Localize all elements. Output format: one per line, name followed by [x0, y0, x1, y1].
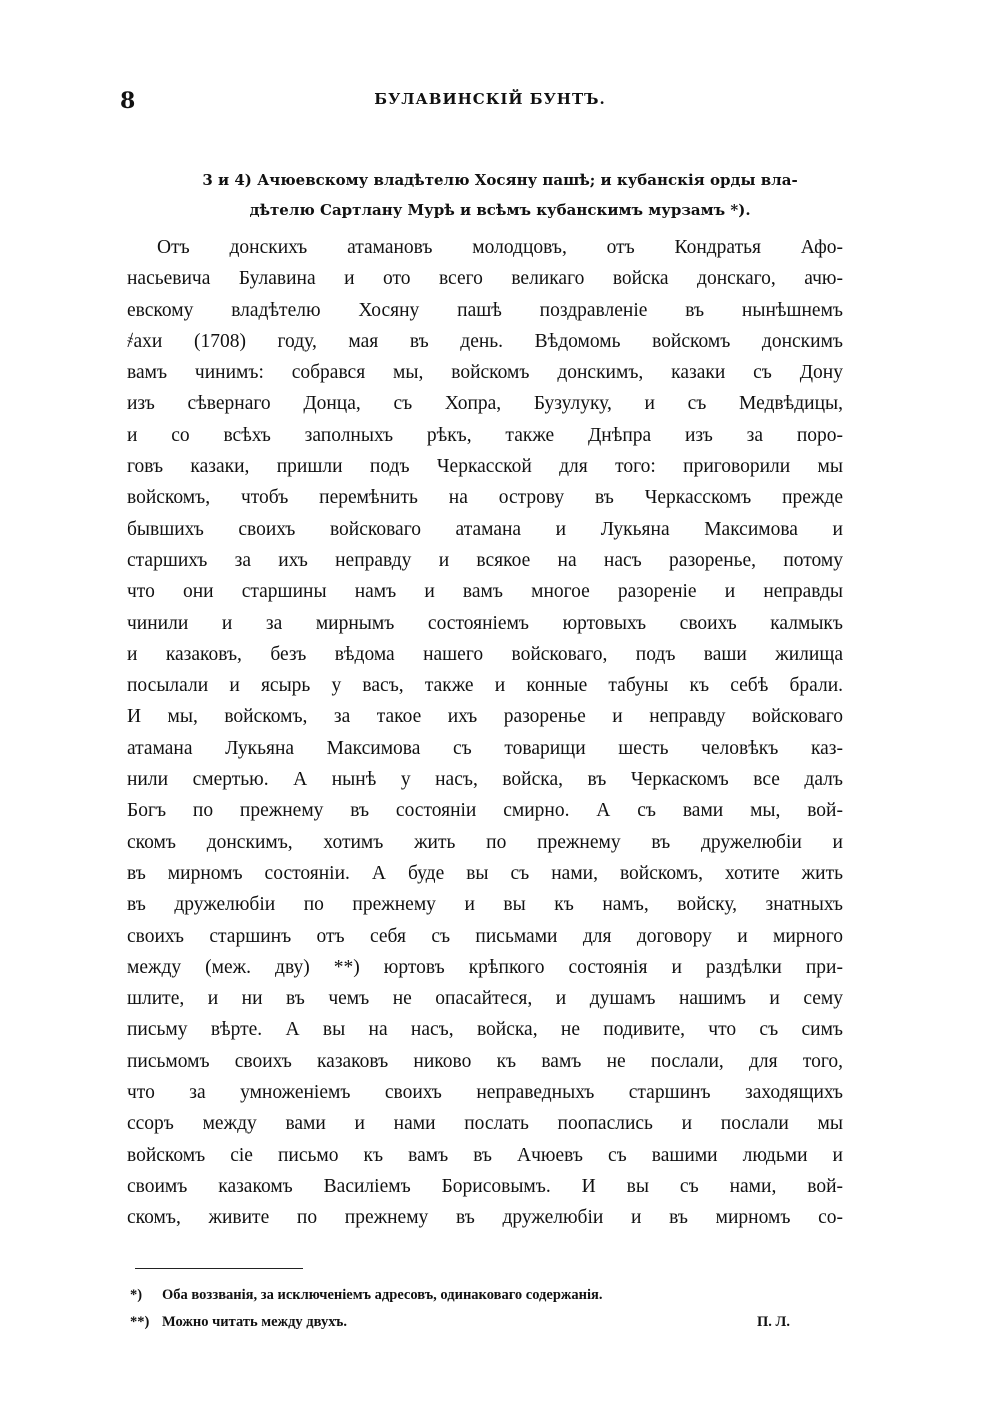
body-line: и казаковъ, безъ вѣдома нашего войсковаго, подъ ваши жилища — [127, 643, 843, 665]
body-line: евскому владѣтелю Хосяну пашѣ поздравленіе въ нынѣшнемъ — [127, 299, 843, 321]
footnote-text: Оба воззванія, за исключеніемъ адресовъ, одинаковаго содержанія. — [162, 1287, 603, 1303]
body-line: нили смертью. А нынѣ у насъ, войска, въ Черкаскомъ все далъ — [127, 769, 843, 791]
body-line: посылали и ясырь у васъ, также и конные табуны къ себѣ брали. — [127, 675, 843, 697]
body-line: и со всѣхъ заполныхъ рѣкъ, также Днѣпра изъ за поро- — [127, 424, 843, 446]
body-line: письмомъ своихъ казаковъ никово къ вамъ не послали, для того, — [127, 1050, 843, 1072]
body-line: И мы, войскомъ, за такое ихъ разоренье и неправду войсковаго — [127, 706, 843, 728]
body-line: вамъ чинимъ: собрався мы, войскомъ донскимъ, казаки съ Дону — [127, 362, 843, 384]
body-line: что за умноженіемъ своихъ неправедныхъ старшинъ заходящихъ — [127, 1082, 843, 1104]
letter-heading — [140, 165, 860, 225]
footnote-mark: *) — [130, 1287, 143, 1303]
footnote-divider — [135, 1268, 303, 1269]
page-header — [120, 88, 860, 116]
body-line: что они старшины намъ и вамъ многое разореніе и неправды — [127, 581, 843, 603]
heading-line: дѣтелю Сартлану Мурѣ и всѣмъ кубанскимъ мурзамъ *). — [249, 201, 751, 219]
body-line: изъ сѣвернаго Донца, съ Хопра, Бузулуку, и съ Медвѣдицы, — [127, 393, 843, 415]
body-line: Богъ по прежнему въ состояніи смирно. А съ вами мы, вой- — [127, 800, 843, 822]
body-line: атамана Лукьяна Максимова съ товарищи шесть человѣкъ каз- — [127, 737, 843, 759]
body-line: скомъ донскимъ, хотимъ жить по прежнему въ дружелюбіи и — [127, 831, 843, 853]
heading-line: 3 и 4) Ачюевскому владѣтелю Хосяну пашѣ; и кубанскія орды вла- — [202, 171, 798, 189]
body-line: ссоръ между вами и нами послать поопаслись и послали мы — [127, 1113, 843, 1135]
body-line: чинили и за мирнымъ состояніемъ юртовыхъ своихъ калмыкъ — [127, 612, 843, 634]
body-line: въ мирномъ состояніи. А буде вы съ нами, войскомъ, хотите жить — [127, 862, 843, 884]
body-line: своимъ казакомъ Василіемъ Борисовымъ. И вы съ нами, вой- — [127, 1175, 843, 1197]
body-line: письму вѣрте. А вы на насъ, войска, не подивите, что съ симъ — [127, 1019, 843, 1041]
body-line: старшихъ за ихъ неправду и всякое на насъ разоренье, потому — [127, 549, 843, 571]
body-line: своихъ старшинъ отъ себя съ письмами для договору и мирного — [127, 925, 843, 947]
body-line: бывшихъ своихъ войсковаго атамана и Лукьяна Максимова и — [127, 518, 843, 540]
footnotes — [130, 1282, 830, 1336]
running-head: БУЛАВИНСКІЙ БУНТЪ. — [374, 90, 606, 108]
letter-body — [127, 232, 843, 1234]
footnote — [130, 1282, 830, 1309]
footnote-mark: **) — [130, 1314, 150, 1330]
body-line: между (меж. дву) **) юртовъ крѣпкого состоянія и раздѣлки при- — [127, 956, 843, 978]
footnote-text: Можно читать между двухъ. — [162, 1314, 347, 1330]
body-line: войскомъ сіе письмо къ вамъ въ Ачюевъ съ вашими людьми и — [127, 1144, 843, 1166]
footnote-initials: П. Л. — [757, 1314, 790, 1330]
body-line: войскомъ, чтобъ перемѣнить на острову въ Черкасскомъ прежде — [127, 487, 843, 509]
body-line: скомъ, живите по прежнему въ дружелюбіи и въ мирномъ со- — [127, 1207, 843, 1229]
body-line: говъ казаки, пришли подъ Черкасской для того: приговорили мы — [127, 456, 843, 478]
body-line: ҂ахи (1708) году, мая въ день. Вѣдомомь войскомъ донскимъ — [127, 330, 843, 352]
page-number: 8 — [120, 88, 136, 114]
body-line: насьевича Булавина и ото всего великаго войска донскаго, ачю- — [127, 268, 843, 290]
body-line: шлите, и ни въ чемъ не опасайтеся, и душамъ нашимъ и сему — [127, 988, 843, 1010]
body-line: Отъ донскихъ атамановъ молодцовъ, отъ Кондратья Афо- — [157, 237, 843, 258]
footnote — [130, 1309, 830, 1336]
body-line: въ дружелюбіи по прежнему и вы къ намъ, войску, знатныхъ — [127, 894, 843, 916]
